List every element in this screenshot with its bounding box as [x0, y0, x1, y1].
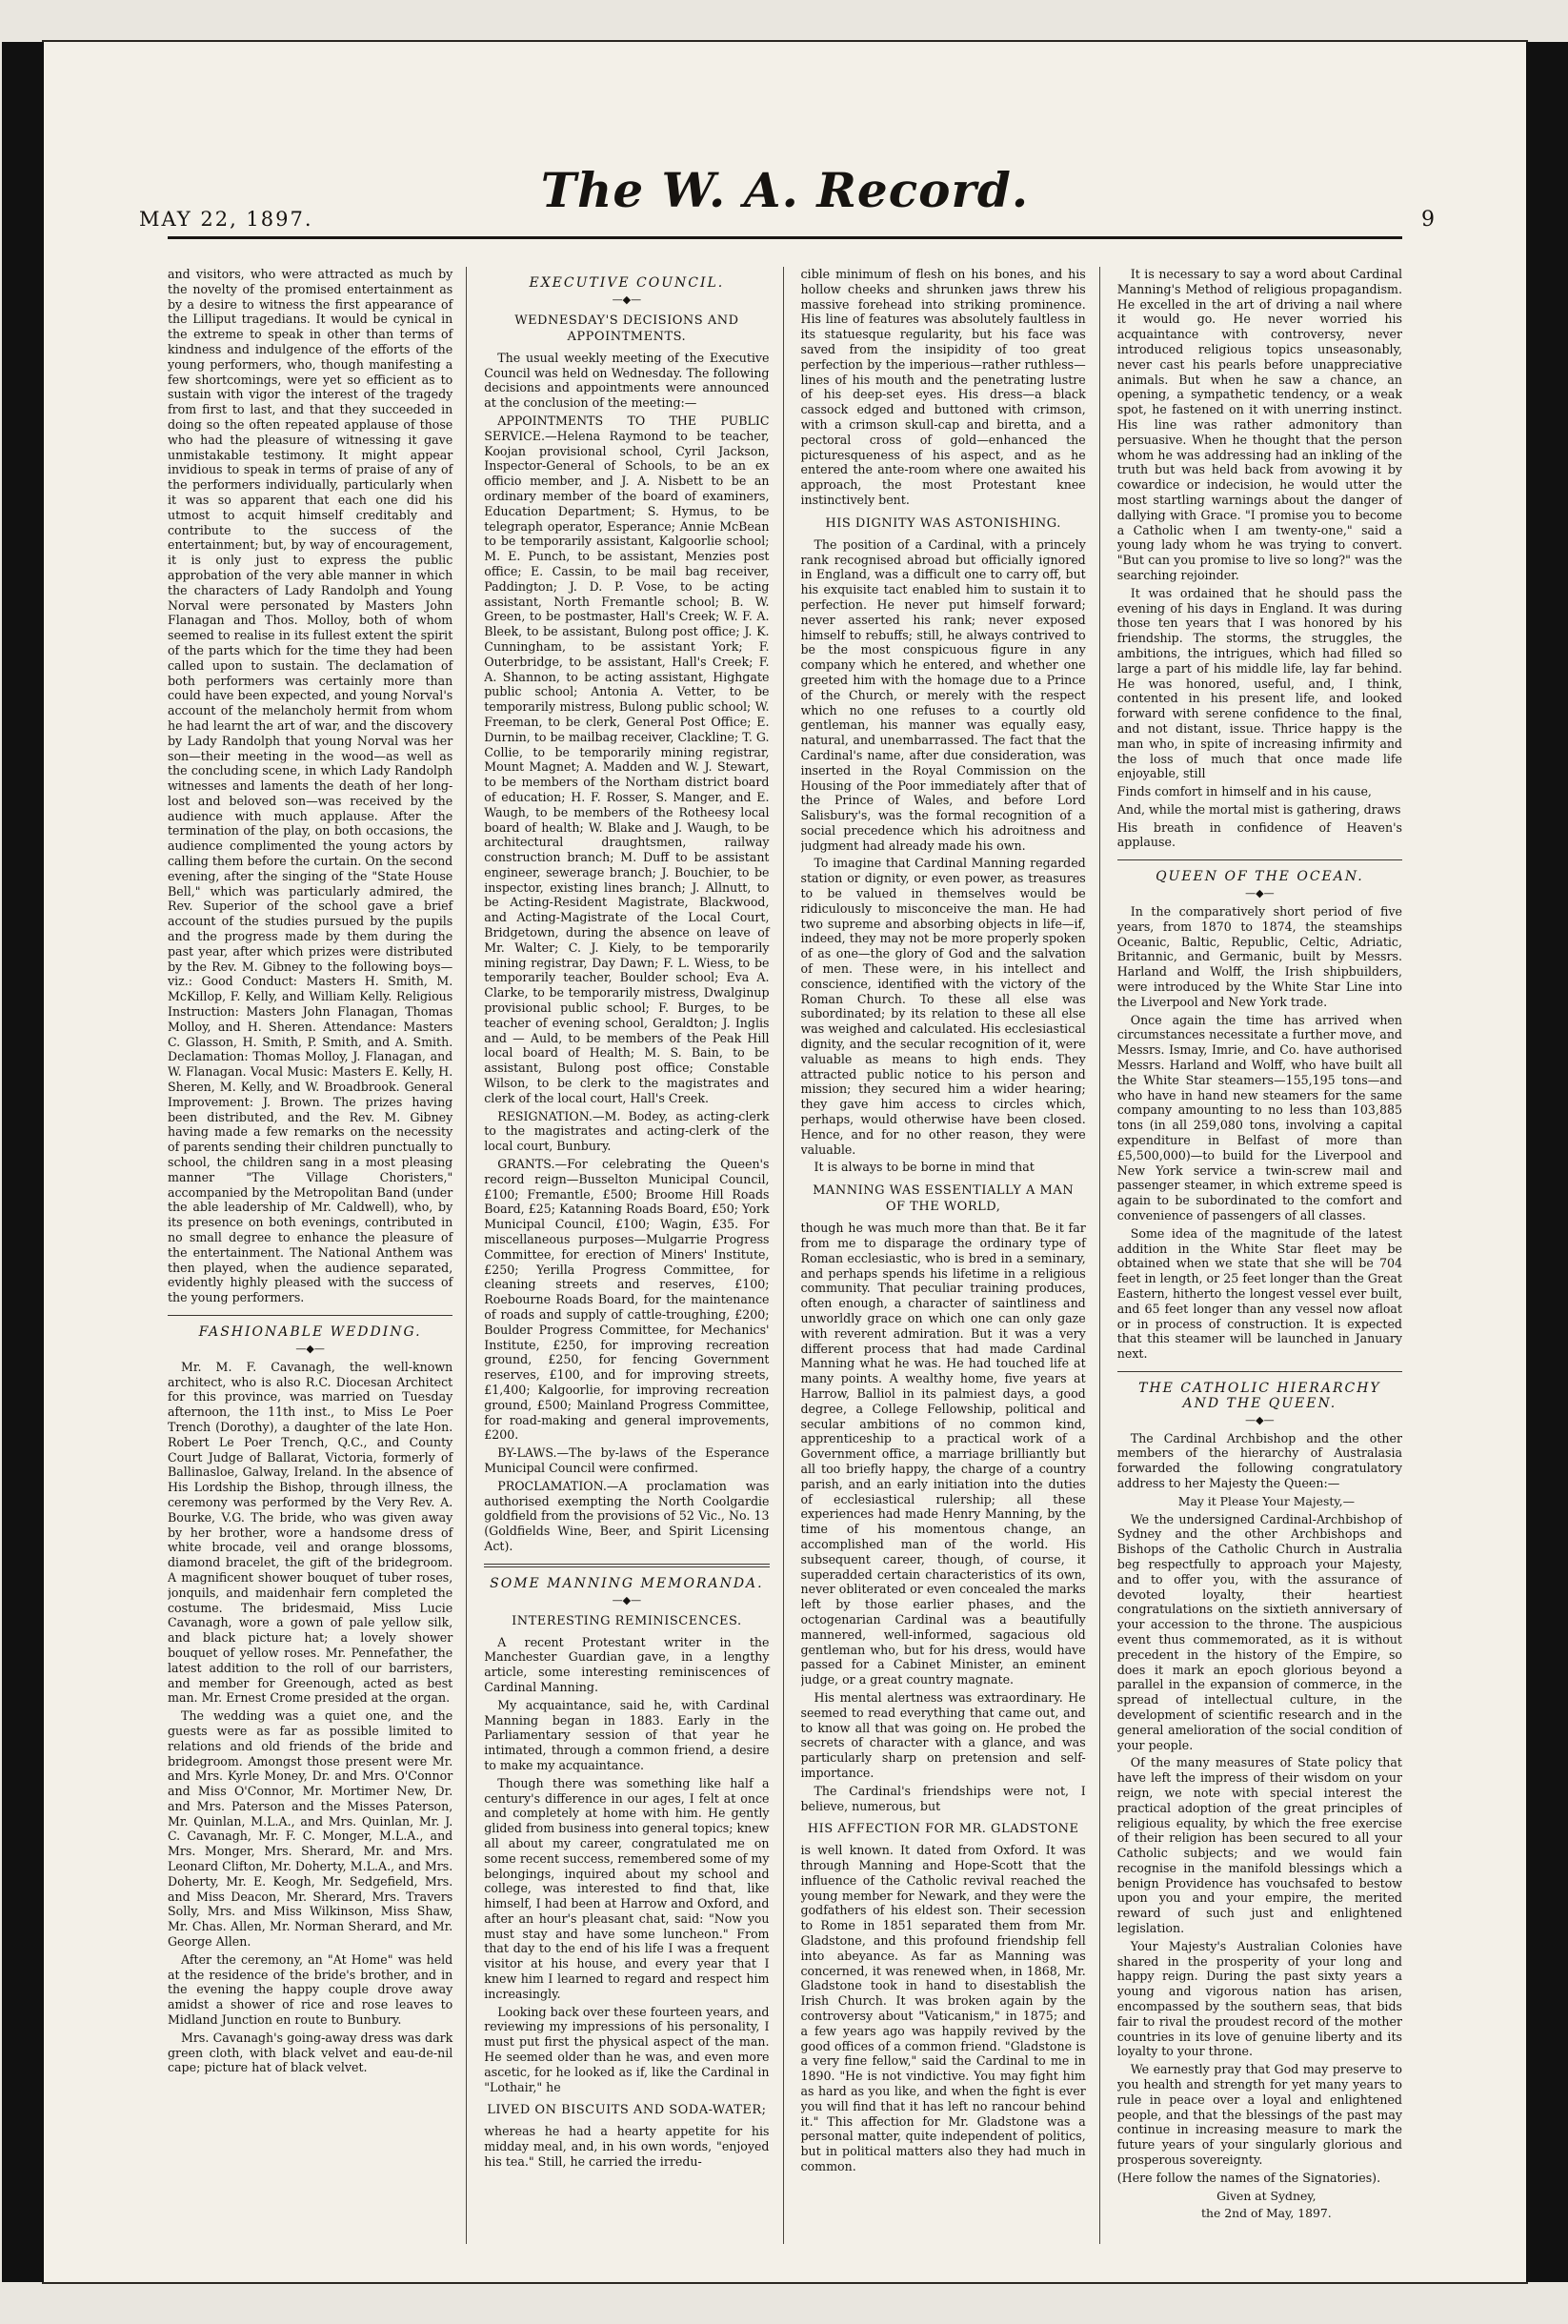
section-heading: QUEEN OF THE OCEAN.: [1156, 869, 1364, 885]
divider: [168, 1315, 452, 1316]
section-heading: THE CATHOLIC HIERARCHY AND THE QUEEN.: [1138, 1380, 1381, 1411]
paragraph: Once again the time has arrived when circumstances necessitate a further move, and Messrs. Ismay, Imrie, and Co. have authorised Messrs. Harland and Wolff, who have built all the White Star steamers—155,195 tons—and who have in hand new steamers for the same company amounting to no less than 103,885 tons (in all 259,080 tons, involving a capital expenditure in Belfast of more than £5,500,000)—to build for the Liverpool and New York service a twin-screw mail and passenger steamer, in which extreme speed is again to be subordinated to the comfort and convenience of passengers of all classes.: [1116, 1012, 1402, 1223]
subheading: LIVED ON BISCUITS AND SODA-WATER;: [487, 2103, 767, 2118]
article-columns: [168, 267, 1402, 2244]
column-4: [1117, 267, 1402, 2244]
paragraph: Mr. M. F. Cavanagh, the well-known architect, who is also R.C. Diocesan Architect for this province, was married on Tuesday afternoon, the 11th inst., to Miss Le Poer Trench (Dorothy), a daughter of the late Hon. Robert Le Poer Trench, Q.C., and County Court Judge of Ballarat, Victoria, formerly of Ballinasloe, Galway, Ireland. In the absence of His Lordship the Bishop, through illness, the ceremony was performed by the Very Rev. A. Bourke, V.G. The bride, who was given away by her brother, wore a handsome dress of white brocade, veil and orange blossoms, diamond bracelet, the gift of the bridegroom. A magnificent shower bouquet of tuber roses, jonquils, and maidenhair fern completed the costume. The bridesmaid, Miss Lucie Cavanagh, wore a gown of pale yellow silk, and black picture hat; a lovely shower bouquet of yellow roses. Mr. Pennefather, the latest addition to the roll of our barristers, and member for Greenough, acted as best man. Mr. Ernest Crome presided at the organ.: [168, 1359, 453, 1706]
ornament: —◆—: [1245, 887, 1275, 900]
issue-date: MAY 22, 1897.: [139, 208, 313, 231]
paragraph: My acquaintance, said he, with Cardinal Manning began in 1883. Early in the Parliamentary session of that year he intimated, through a common friend, a desire to make my acquaintance.: [484, 1697, 770, 1772]
salutation: May it Please Your Majesty,—: [1177, 1493, 1355, 1508]
paragraph: Some idea of the magnitude of the latest addition in the White Star fleet may be obtained when we state that she will be 704 feet in length, or 25 feet longer than the Great Eastern, hitherto the longest vessel ever built, and 65 feet longer than any vessel now afloat or in process of construction. It is expected that this steamer will be launched in January next.: [1116, 1225, 1402, 1362]
paragraph: and visitors, who were attracted as much by the novelty of the promised entertainment as by a desire to witness the first appearance of the Lilliput tragedians. It would be cynical in the extreme to speak in other than terms of kindness and indulgence of the efforts of the young performers, who, though manifesting a few shortcomings, were yet so efficient as to sustain with vigor the interest of the tragedy from first to last, and that they succeeded in doing so the often repeated applause of those who had the pleasure of witnessing it gave unmistakable testimony. It might appear invidious to speak in terms of praise of any of the performers individually, particularly when it was so apparent that each one did his utmost to acquit himself creditably and contribute to the success of the entertainment; but, by way of encouragement, it is only just to express the public approbation of the very able manner in which the characters of Lady Randolph and Young Norval were personated by Masters John Flanagan and Thos. Molloy, both of whom seemed to realise in its fullest extent the spirit of the parts which for the time they had been called upon to sustain. The declamation of both performers was certainly more than could have been expected, and young Norval's account of the melancholy hermit from whom he had learnt the art of war, and the discovery by Lady Randolph that young Norval was her son—their meeting in the wood—as well as the concluding scene, in which Lady Randolph witnesses and laments the death of her long-lost and beloved son—was received by the audience with much applause. After the termination of the play, on both occasions, the audience complimented the young actors by calling them before the curtain. On the second evening, after the singing of the "State House Bell," which was particularly admired, the Rev. Superior of the school gave a brief account of the studies pursued by the pupils and the progress made by them during the past year, after which prizes were distributed by the Rev. M. Gibney to the following boys—viz.: Good Conduct: Masters H. Smith, M. McKillop, F. Kelly, and William Kelly. Religious Instruction: Masters John Flanagan, Thomas Molloy, and H. Sheren. Attendance: Masters C. Glasson, H. Smith, P. Smith, and A. Smith. Declamation: Thomas Molloy, J. Flanagan, and W. Flanagan. Vocal Music: Masters E. Kelly, H. Sheren, M. Kelly, and W. Broadbrook. General Improvement: J. Brown. The prizes having been distributed, and the Rev. M. Gibney having made a few remarks on the necessity of parents sending their children punctually to school, the children sang in a most pleasing manner "The Village Choristers," accompanied by the Metropolitan Band (under the able leadership of Mr. Caldwell), who, by its presence on both evenings, contributed in no small degree to enhance the pleasure of the entertainment. The National Anthem was then played, when the audience separated, evidently highly pleased with the success of the young performers.: [168, 267, 453, 1305]
signatories-note: (Here follow the names of the Signatories).: [1116, 2170, 1381, 2185]
paragraph: Though there was something like half a century's difference in our ages, I felt at once and completely at home with him. He gently glided from business into general topics; knew all about my career, congratulated me on some recent success, remembered some of my belongings, inquired about my school and college, was interested to find that, like himself, I had been at Harrow and Oxford, and after an hour's pleasant chat, said: "Now you must stay and have some luncheon." From that day to the end of his life I was a frequent visitor at his house, and every year that I knew him I learned to regard and respect him increasingly.: [484, 1775, 770, 2001]
paragraph: We earnestly pray that God may preserve to you health and strength for yet many years to rule in peace over a loyal and enlightened people, and that the blessings of the past may continue in increasing measure to mark the future years of your singularly glorious and prosperous sovereignty.: [1116, 2062, 1402, 2168]
paragraph: Mrs. Cavanagh's going-away dress was dark green cloth, with black velvet and eau-de-nil cape; picture hat of black velvet.: [168, 2030, 453, 2075]
subheading: HIS DIGNITY WAS ASTONISHING.: [825, 515, 1061, 531]
paragraph: cible minimum of flesh on his bones, and his hollow cheeks and shrunken jaws threw his massive forehead into striking prominence. His line of features was absolutely faultless in its statuesque regularity, but his face was saved from the insipidity of too great perfection by the imperious—rather ruthless—lines of his mouth and the penetrating lustre of his deep-set eyes. His dress—a black cassock edged and buttoned with crimson, with a crimson skull-cap and biretta, and a pectoral cross of gold—enhanced the picturesqueness of his aspect, and as he entered the ante-room where one awaited his approach, the most Protestant knee instinctively bent.: [800, 267, 1086, 507]
subheading: WEDNESDAY'S DECISIONS AND APPOINTMENTS.: [514, 313, 739, 344]
paragraph: BY-LAWS.—The by-laws of the Esperance Municipal Council were confirmed.: [484, 1445, 770, 1475]
paragraph: GRANTS.—For celebrating the Queen's record reign—Busselton Municipal Council, £100; Fremantle, £500; Broome Hill Roads Board, £25; Katanning Roads Board, £50; York Municipal Council, £100; Wagin, £35. For miscellaneous purposes—Mulgarrie Progress Committee, for erection of Miners' Institute, £250; Yerilla Progress Committee, for cleaning streets and reserves, £100; Roebourne Roads Board, for the maintenance of roads and supply of cattle-troughing, £200; Boulder Progress Committee, for Mechanics' Institute, £250, for improving recreation ground, £250, for fencing Government reserves, £100, and for improving streets, £1,400; Kalgoorlie, for improving recreation ground, £500; Mainland Progress Committee, for road-making and general improvements, £200.: [484, 1157, 770, 1443]
page-number: 9: [1421, 208, 1435, 232]
paragraph: The usual weekly meeting of the Executive Council was held on Wednesday. The following decisions and appointments were announced at the conclusion of the meeting:—: [484, 350, 770, 411]
ornament: —◆—: [295, 1342, 325, 1355]
column-1: [168, 267, 467, 2244]
given-date: the 2nd of May, 1897.: [1201, 2206, 1332, 2221]
paragraph: After the ceremony, an "At Home" was held at the residence of the bride's brother, and in the evening the happy couple drove away amidst a shower of rice and rose leaves to Midland Junction en route to Bunbury.: [168, 1951, 453, 2028]
lead-in: RESIGNATION.: [497, 1108, 593, 1123]
subheading: HIS AFFECTION FOR MR. GLADSTONE: [807, 1822, 1079, 1837]
ornament: —◆—: [612, 1593, 642, 1607]
newspaper-title: The W. A. Record.: [540, 162, 1030, 218]
paragraph: RESIGNATION.—M. Bodey, as acting-clerk to the magistrates and acting-clerk of the local court, Bunbury.: [484, 1108, 770, 1154]
paragraph: His mental alertness was extraordinary. He seemed to read everything that came out, and to know all that was going on. He probed the secrets of character with a glance, and was particularly sharp on pretension and self-importance.: [800, 1689, 1086, 1780]
newspaper-page: [42, 40, 1528, 2284]
paragraph: We the undersigned Cardinal-Archbishop of Sydney and the other Archbishops and Bishops of the Catholic Church in Australia beg respectfully to approach your Majesty, and to offer you, with the assurance of devoted loyalty, their heartiest congratulations on the sixtieth anniversary of your accession to the throne. The auspicious event thus commemorated, as it is without precedent in the history of the Empire, so does it mark an epoch glorious beyond a parallel in the expansion of commerce, in the spread of intellectual culture, in the development of scientific research and in the general amelioration of the social condition of your people.: [1116, 1511, 1402, 1752]
divider: [1117, 1371, 1402, 1372]
header-rule: [168, 236, 1402, 239]
paragraph: It is always to be borne in mind that: [814, 1160, 1035, 1175]
verse-line: His breath in confidence of Heaven's applause.: [1116, 819, 1402, 850]
ornament: —◆—: [612, 293, 642, 306]
paragraph: A recent Protestant writer in the Manchester Guardian gave, in a lengthy article, some interesting reminiscences of Cardinal Manning.: [484, 1634, 770, 1694]
column-2: [484, 267, 783, 2244]
section-heading: SOME MANNING MEMORANDA.: [490, 1575, 764, 1591]
lead-in: APPOINTMENTS TO THE PUBLIC SERVICE.: [484, 413, 770, 443]
paragraph: It is necessary to say a word about Cardinal Manning's Method of religious propagandism. He excelled in the art of driving a nail where it would go. He never worried his acquaintance with controversy, never introduced religious topics unseasonably, never cast his pearls before unappreciative animals. But when he saw a chance, an opening, a sympathetic tendency, or a weak spot, he fastened on it with unerring instinct. His line was rather admonitory than persuasive. When he thought that the person whom he was addressing had an inkling of the truth but was held back from avowing it by cowardice or indecision, he would utter the most startling warnings about the danger of dallying with Grace. "I promise you to become a Catholic when I am twenty-one," said a young lady whom he was trying to convert. "But can you promise to live so long?" was the searching rejoinder.: [1116, 267, 1402, 582]
paragraph: whereas he had a hearty appetite for his midday meal, and, in his own words, "enjoyed his tea." Still, he carried the irredu-: [484, 2124, 770, 2170]
paragraph: Looking back over these fourteen years, and reviewing my impressions of his personality, I must put first the physical aspect of the man. He seemed older than he was, and even more ascetic, for he looked as if, like the Cardinal in "Lothair," he: [484, 2004, 770, 2094]
masthead: [101, 147, 1469, 242]
paragraph: Your Majesty's Australian Colonies have shared in the prosperity of your long and happy reign. During the past sixty years a young and vigorous nation has arisen, encompassed by the southern seas, that bids fair to rival the proudest record of the mother countries in its love of genuine liberty and its loyalty to your throne.: [1116, 1938, 1402, 2059]
lead-in: PROCLAMATION.: [497, 1478, 607, 1493]
paragraph: The position of a Cardinal, with a princely rank recognised abroad but officially ignored in England, was a difficult one to carry off, but his exquisite tact enabled him to sustain it to perfection. He never put himself forward; never asserted his rank; never exposed himself to rebuffs; still, he always contrived to be the most conspicuous figure in any company which he entered, and whether one greeted him with the homage due to a Prince of the Church, or merely with the respect which no one refuses to a courtly old gentleman, his manner was equally easy, natural, and unembarrassed. The fact that the Cardinal's name, after due consideration, was inserted in the Royal Commission on the Housing of the Poor immediately after that of the Prince of Wales, and before Lord Salisbury's, was the formal recognition of a social precedence which his adroitness and judgment had already made his own.: [800, 536, 1086, 853]
column-3: [801, 267, 1100, 2244]
paragraph: is well known. It dated from Oxford. It was through Manning and Hope-Scott that the influence of the Catholic revival reached the young member for Newark, and they were the godfathers of his eldest son. Their secession to Rome in 1851 separated them from Mr. Gladstone, and this profound friendship fell into abeyance. As far as Manning was concerned, it was renewed when, in 1868, Mr. Gladstone took in hand to disestablish the Irish Church. It was broken again by the controversy about "Vaticanism," in 1875; and a few years ago was happily revived by the good offices of a common friend. "Gladstone is a very fine fellow," said the Cardinal to me in 1890. "He is not vindictive. You may fight him as hard as you like, and when the fight is ever you will find that it has left no rancour behind it." This affection for Mr. Gladstone was a personal matter, quite independent of politics, but in political matters also they had much in common.: [800, 1843, 1086, 2174]
divider: [1117, 859, 1402, 860]
subheading: MANNING WAS ESSENTIALLY A MAN OF THE WORLD,: [813, 1183, 1075, 1215]
ornament: —◆—: [1245, 1413, 1275, 1426]
section-heading: EXECUTIVE COUNCIL.: [529, 275, 725, 291]
paragraph: PROCLAMATION.—A proclamation was authorised exempting the North Coolgardie goldfield from the provisions of 52 Vic., No. 13 (Goldfields Wine, Beer, and Spirit Licensing Act).: [484, 1478, 770, 1553]
paragraph: It was ordained that he should pass the evening of his days in England. It was during those ten years that I was honored by his friendship. The storms, the struggles, the ambitions, the intrigues, which had filled so large a part of his middle life, lay far behind. He was honored, useful, and, I think, contented in his present life, and looked forward with serene confidence to the final, and not distant, issue. Thrice happy is the man who, in spite of increasing infirmity and the loss of much that once made life enjoyable, still: [1116, 585, 1402, 781]
verse-line: And, while the mortal mist is gathering, draws: [1116, 801, 1401, 817]
given-at: Given at Sydney,: [1216, 2188, 1317, 2203]
paragraph: The Cardinal's friendships were not, I believe, numerous, but: [800, 1783, 1086, 1813]
paragraph: The wedding was a quiet one, and the guests were as far as possible limited to relations and old friends of the bride and bridegroom. Amongst those present were Mr. and Mrs. Kyrle Money, Dr. and Mrs. O'Connor and Miss O'Connor, Mr. Mortimer New, Dr. and Mrs. Paterson and the Misses Paterson, Mr. Quinlan, M.L.A., and Mrs. Quinlan, Mr. J. C. Cavanagh, Mr. F. C. Monger, M.L.A., and Mrs. Monger, Mrs. Sherard, Mr. and Mrs. Leonard Clifton, Mr. Doherty, M.L.A., and Mrs. Doherty, Mr. E. Keogh, Mr. Sedgefield, Mrs. and Miss Deacon, Mr. Sherard, Mrs. Travers Solly, Mrs. and Miss Wilkinson, Miss Shaw, Mr. Chas. Allen, Mr. Norman Sherard, and Mr. George Allen.: [168, 1708, 453, 1950]
paragraph: To imagine that Cardinal Manning regarded station or dignity, or even power, as treasures to be valued in themselves would be ridiculously to misconceive the man. He had two supreme and absorbing objects in life—if, indeed, they may not be more properly spoken of as one—the glory of God and the salvation of men. These were, in his intellect and conscience, identified with the victory of the Roman Church. To these all else was subordinated; by its relation to these all else was weighed and calculated. His ecclesiastical dignity, and the secular recognition of it, were valuable as means to high ends. They attracted public notice to his person and mission; they secured him a wider hearing; they gave him access to circles which, perhaps, would otherwise have been closed. Hence, and for no other reason, they were valuable.: [800, 856, 1086, 1157]
section-heading: FASHIONABLE WEDDING.: [198, 1324, 422, 1340]
paragraph: APPOINTMENTS TO THE PUBLIC SERVICE.—Helena Raymond to be teacher, Koojan provisional school, Cyril Jackson, Inspector-General of Schools, to be an ex officio member, and J. A. Nisbett to be an ordinary member of the board of examiners, Education Department; S. Hymus, to be telegraph operator, Esperance; Annie McBean to be temporarily assistant, Kalgoorlie school; M. E. Punch, to be assistant, Menzies post office; E. Cassin, to be mail bag receiver, Paddington; J. D. P. Vose, to be acting assistant, North Fremantle school; B. W. Green, to be postmaster, Hall's Creek; W. F. A. Bleek, to be assistant, Bulong post office; J. K. Cunningham, to be assistant York; F. Outerbridge, to be assistant, Hall's Creek; F. A. Shannon, to be acting assistant, Highgate public school; Antonia A. Vetter, to be temporarily mistress, Bulong public school; W. Freeman, to be clerk, General Post Office; E. Durnin, to be mailbag receiver, Clackline; T. G. Collie, to be temporarily mining registrar, Mount Magnet; A. Madden and W. J. Stewart, to be members of the Northam district board of education; H. F. Rosser, S. Manger, and E. Waugh, to be members of the Rotheesy local board of health; W. Blake and J. Waugh, to be architectural draughtsmen, railway construction branch; M. Duff to be assistant engineer, sewerage branch; J. Bouchier, to be inspector, existing lines branch; J. Allnutt, to be Acting-Resident Magistrate, Blackwood, and Acting-Magistrate of the Local Court, Bridgetown, during the absence on leave of Mr. Walter; C. J. Kiely, to be temporarily mining registrar, Day Dawn; F. L. Wiess, to be temporarily teacher, Boulder school; Eva A. Clarke, to be temporarily mistress, Dwalginup provisional public school; F. Burges, to be teacher of evening school, Geraldton; J. Inglis and — Auld, to be members of the Peak Hill local board of Health; M. S. Bain, to be assistant, Bulong post office; Constable Wilson, to be clerk to the magistrates and clerk of the local court, Hall's Creek.: [484, 413, 770, 1105]
paragraph: The Cardinal Archbishop and the other members of the hierarchy of Australasia forwarded the following congratulatory address to her Majesty the Queen:—: [1116, 1430, 1402, 1490]
paragraph: Of the many measures of State policy that have left the impress of their wisdom on your reign, we note with special interest the practical adoption of the great principles of religious equality, by which the free exercise of their religion has been secured to all your Catholic subjects; and we would fain recognise in the manifold blessings which a benign Providence has vouchsafed to bestow upon you and your empire, the merited reward of such just and enlightened legislation.: [1116, 1755, 1402, 1936]
divider: [484, 1564, 769, 1567]
lead-in: GRANTS.: [497, 1157, 555, 1172]
paragraph: though he was much more than that. Be it far from me to disparage the ordinary type of Roman ecclesiastic, who is bred in a seminary, and perhaps spends his lifetime in a religious community. That peculiar training produces, often enough, a character of saintliness and unworldly grace on which one can only gaze with reverent admiration. But it was a very different process that had made Cardinal Manning what he was. He had touched life at many points. A wealthy home, five years at Harrow, Balliol in its palmiest days, a good degree, a College Fellowship, political and secular ambitions of no common kind, apprenticeship to a practical work of a Government office, a marriage brilliantly but all too briefly happy, the charge of a country parish, and an early initiation into the duties of ecclesiastical rulership; all these experiences had made Henry Manning, by the time of his momentous change, an accomplished man of the world. His subsequent career, though, of course, it superadded certain characteristics of its own, never obliterated or even concealed the marks left by those earlier phases, and the octogenarian Cardinal was a beautifully mannered, well-informed, sagacious old gentleman who, but for his dress, would have passed for a Cabinet Minister, an eminent judge, or a great country magnate.: [800, 1221, 1086, 1687]
subheading: INTERESTING REMINISCENCES.: [512, 1613, 742, 1628]
paragraph: In the comparatively short period of five years, from 1870 to 1874, the steamships Oceanic, Baltic, Republic, Celtic, Adriatic, Britannic, and Germanic, built by Messrs. Harland and Wolff, the Irish shipbuilders, were introduced by the White Star Line into the Liverpool and New York trade.: [1116, 904, 1402, 1009]
lead-in: BY-LAWS.: [497, 1445, 557, 1461]
verse-line: Finds comfort in himself and in his cause,: [1116, 784, 1372, 799]
